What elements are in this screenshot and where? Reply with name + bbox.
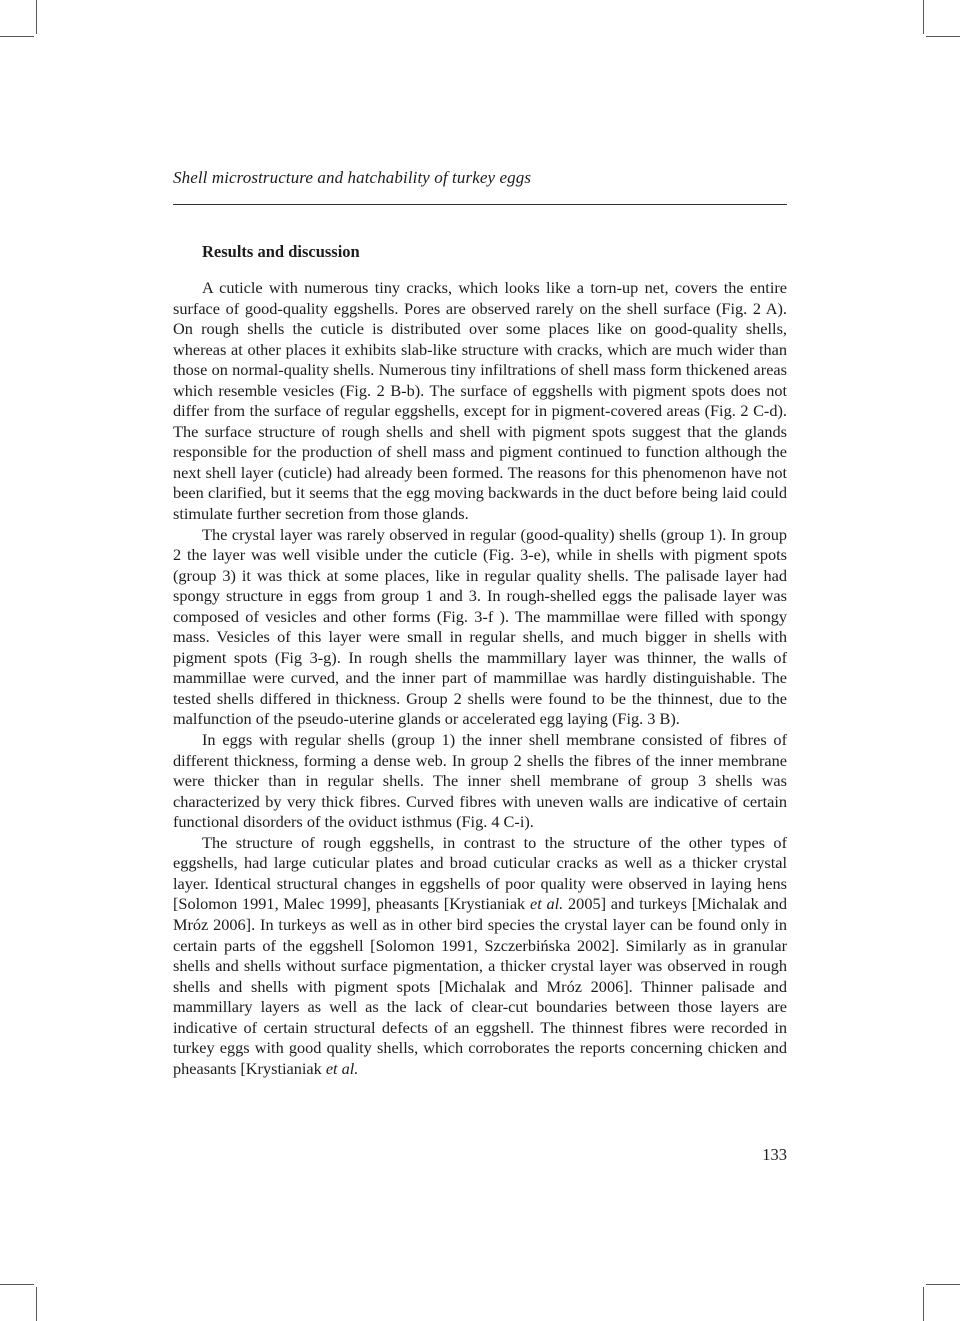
crop-mark-bottom-right xyxy=(926,1284,960,1285)
crop-mark-top-right xyxy=(923,0,924,34)
paragraph-text: 2005] and turkeys [Michalak and Mróz 2006]. In turkeys as well as in other bird species the crystal layer can be found only in certain parts of the eggshell [Solomon 1991, Szczerbińska 2002]. Similarly as in granular shells and shells without surface pigmentation, a thicker crystal layer was observed in rough shells and shells with pigment spots [Michalak and Mróz 2006]. Thinner palisade and mammillary layers as well as the lack of clear-cut boundaries between those layers are indicative of certain structural defects of an eggshell. The thinnest fibres were recorded in turkey eggs with good quality shells, which corroborates the reports concerning chicken and pheasants [Krystianiak xyxy=(173,894,787,1078)
citation-et-al: et al. xyxy=(325,1058,359,1078)
paragraph-text: The structure of rough eggshells, in contrast to the structure of the other types of eggshells, had large cuticular plates and broad cuticular cracks as well as a thicker crystal layer. Identical structural changes in eggshells of poor quality were observed in laying hens [Solomon 1991, Malec 1999], pheasants [Krystianiak xyxy=(173,832,787,914)
section-heading: Results and discussion xyxy=(202,242,360,261)
crop-mark-bottom-left xyxy=(36,1287,37,1321)
paragraph xyxy=(173,833,787,1080)
header-rule xyxy=(173,204,787,205)
citation-et-al: et al. xyxy=(529,894,564,914)
paragraph: The crystal layer was rarely observed in regular (good-quality) shells (group 1). In group 2 the layer was well visible under the cuticle (Fig. 3-e), while in shells with pigment spots (group 3) it was thick at some places, like in regular quality shells. The palisade layer had spongy structure in eggs from group 1 and 3. In rough-shelled eggs the palisade layer was composed of vesicles and other forms (Fig. 3-f ). The mammillae were filled with spongy mass. Vesicles of this layer were small in regular shells, and much bigger in shells with pigment spots (Fig 3-g). In rough shells the mammillary layer was thinner, the walls of mammillae were curved, and the inner part of mammillae was hardly distinguishable. The tested shells differed in thickness. Group 2 shells were found to be the thinnest, due to the malfunction of the pseudo-uterine glands or accelerated egg laying (Fig. 3 B). xyxy=(173,524,787,729)
crop-mark-bottom-right xyxy=(923,1287,924,1321)
crop-mark-bottom-left xyxy=(0,1284,34,1285)
crop-mark-top-left xyxy=(36,0,37,34)
page-number: 133 xyxy=(762,1145,787,1164)
crop-mark-top-left xyxy=(0,36,34,37)
body-text xyxy=(173,278,787,1079)
paragraph: A cuticle with numerous tiny cracks, which looks like a torn-up net, covers the entire surface of good-quality eggshells. Pores are observed rarely on the shell surface (Fig. 2 A). On rough shells the cuticle is distributed over some places like on good-quality shells, whereas at other places it exhibits slab-like structure with cracks, which are much wider than those on normal-quality shells. Numerous tiny infiltrations of shell mass form thickened areas which resemble vesicles (Fig. 2 B-b). The surface of eggshells with pigment spots does not differ from the surface of regular eggshells, except for in pigment-covered areas (Fig. 2 C-d). The surface structure of rough shells and shell with pigment spots suggest that the glands responsible for the production of shell mass and pigment continued to function although the next shell layer (cuticle) had already been formed. The reasons for this phenomenon have not been clarified, but it seems that the egg moving backwards in the duct before being laid could stimulate further secretion from those glands. xyxy=(173,278,787,524)
crop-mark-top-right xyxy=(926,36,960,37)
paragraph: In eggs with regular shells (group 1) the inner shell membrane consisted of fibres of different thickness, forming a dense web. In group 2 shells the fibres of the inner membrane were thicker than in regular shells. The inner shell membrane of group 3 shells was characterized by very thick fibres. Curved fibres with uneven walls are indicative of certain functional disorders of the oviduct isthmus (Fig. 4 C-i). xyxy=(173,730,787,832)
running-head: Shell microstructure and hatchability of turkey eggs xyxy=(173,168,532,187)
